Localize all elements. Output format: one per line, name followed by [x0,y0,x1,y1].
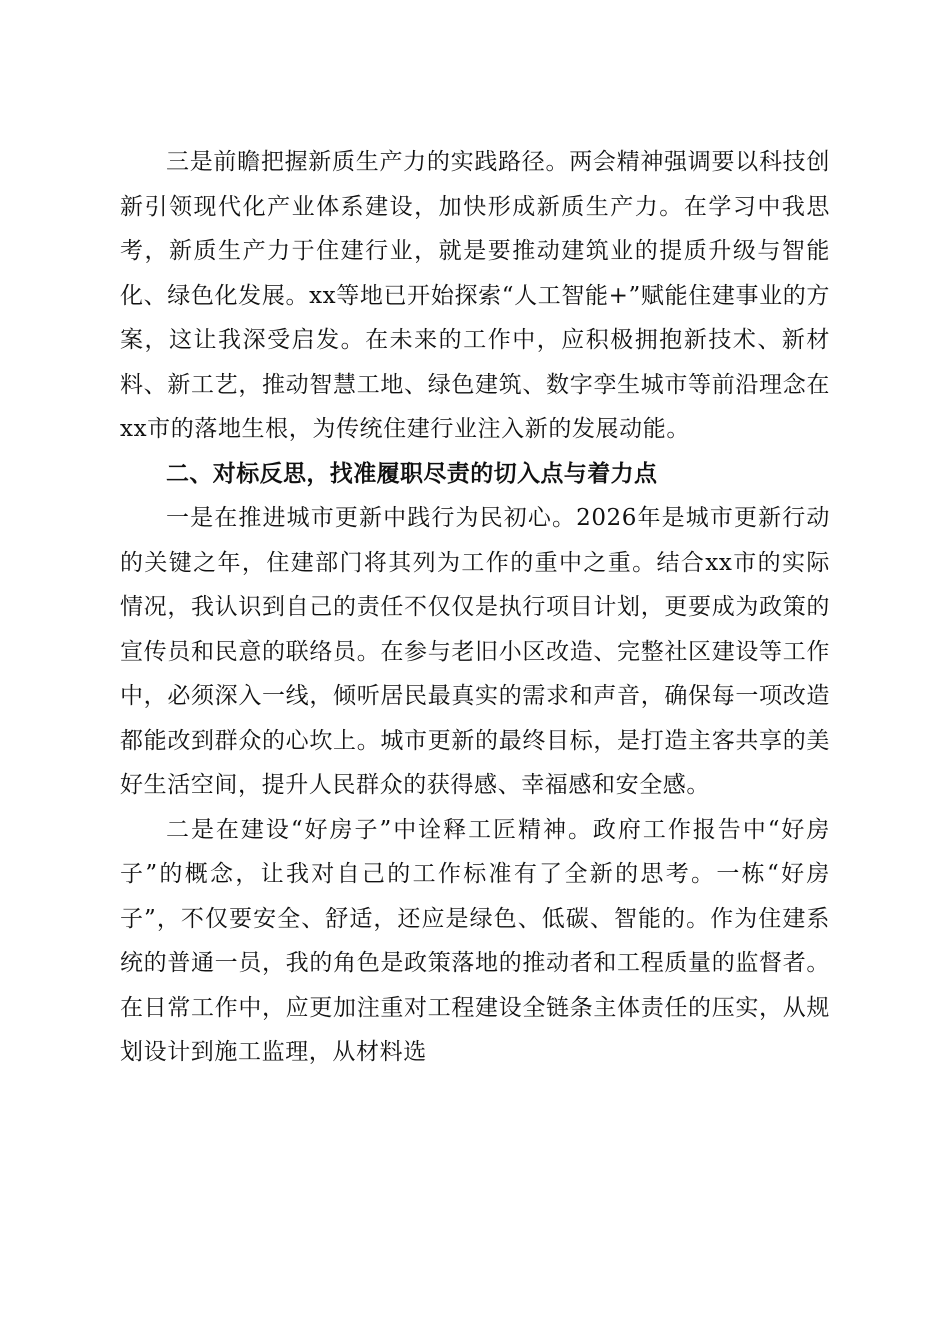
paragraph-good-housing: 二是在建设“好房子”中诠释工匠精神。政府工作报告中“好房子”的概念，让我对自己的工作标准有了全新的思考。一栋“好房子”，不仅要安全、舒适，还应是绿色、低碳、智能的。作为住建系统的普通一员，我的角色是政策落地的推动者和工程质量的监督者。在日常工作中，应更加注重对工程建设全链条主体责任的压实，从规划设计到施工监理，从材料选 [120,816,830,1065]
paragraph-urban-renewal: 一是在推进城市更新中践行为民初心。2026年是城市更新行动的关键之年，住建部门将其列为工作的重中之重。结合xx市的实际情况，我认识到自己的责任不仅仅是执行项目计划，更要成为政策的宣传员和民意的联络员。在参与老旧小区改造、完整社区建设等工作中，必须深入一线，倾听居民最真实的需求和声音，确保每一项改造都能改到群众的心坎上。城市更新的最终目标，是打造主客共享的美好生活空间，提升人民群众的获得感、幸福感和安全感。 [120,505,830,798]
paragraph-new-productivity: 三是前瞻把握新质生产力的实践路径。两会精神强调要以科技创新引领现代化产业体系建设，加快形成新质生产力。在学习中我思考，新质生产力于住建行业，就是要推动建筑业的提质升级与智能化、绿色化发展。xx等地已开始探索“人工智能+”赋能住建事业的方案，这让我深受启发。在未来的工作中，应积极拥抱新技术、新材料、新工艺，推动智慧工地、绿色建筑、数字孪生城市等前沿理念在xx市的落地生根，为传统住建行业注入新的发展动能。 [120,149,830,442]
section-heading-2: 二、对标反思，找准履职尽责的切入点与着力点 [166,460,658,487]
document-body [120,140,830,1075]
